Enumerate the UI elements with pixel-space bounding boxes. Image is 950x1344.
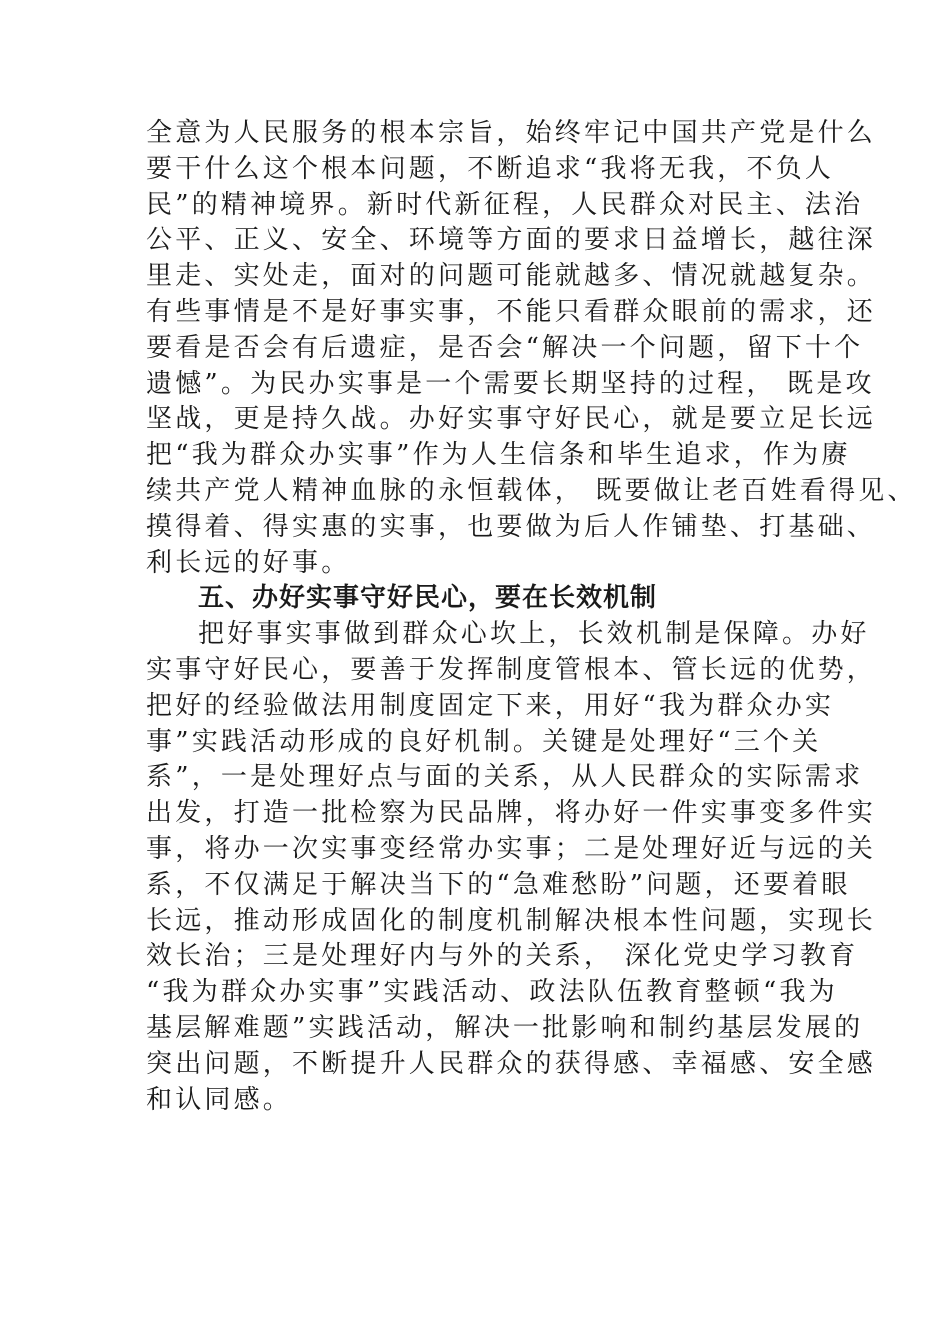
- text-line: 把好事实事做到群众心坎上，长效机制是保障。办好: [198, 619, 870, 650]
- text-line: 有些事情是不是好事实事，不能只看群众眼前的需求，还: [146, 296, 877, 327]
- text-line: 坚战，更是持久战。办好实事守好民心，就是要立足长远: [146, 404, 877, 435]
- text-line: 遗憾”。为民办实事是一个需要长期坚持的过程， 既是攻: [146, 368, 875, 399]
- text-line: 把好的经验做法用制度固定下来，用好“我为群众办实: [146, 690, 835, 721]
- text-line: 续共产党人精神血脉的永恒载体， 既要做让老百姓看得见、: [146, 475, 917, 506]
- text-line: 出发，打造一批检察为民品牌，将办好一件实事变多件实: [146, 798, 877, 829]
- text-line: 要干什么这个根本问题，不断追求“我将无我，不负人: [146, 153, 835, 184]
- document-page: [146, 116, 917, 1118]
- text-line: 基层解难题”实践活动，解决一批影响和制约基层发展的: [146, 1012, 864, 1043]
- paragraph-section-5: [146, 617, 877, 1118]
- text-line: 摸得着、得实惠的实事，也要做为后人作铺垫、打基础、: [146, 511, 877, 542]
- text-line: 实事守好民心，要善于发挥制度管根本、管长远的优势，: [146, 654, 877, 685]
- text-line: 民”的精神境界。新时代新征程，人民群众对民主、法治: [146, 189, 864, 220]
- text-line: 长远，推动形成固化的制度机制解决根本性问题，实现长: [146, 905, 877, 936]
- text-line: 公平、正义、安全、环境等方面的要求日益增长，越往深: [146, 225, 877, 256]
- text-line: 系”，一是处理好点与面的关系，从人民群众的实际需求: [146, 762, 864, 793]
- paragraph-continued: [146, 116, 917, 581]
- text-line: 和认同感。: [146, 1084, 293, 1115]
- text-line: 事”实践活动形成的良好机制。关键是处理好“三个关: [146, 726, 822, 757]
- text-line: 全意为人民服务的根本宗旨，始终牢记中国共产党是什么: [146, 118, 877, 148]
- text-line: 里走、实处走，面对的问题可能就越多、情况就越复杂。: [146, 261, 877, 292]
- text-line: 要看是否会有后遗症，是否会“解决一个问题，留下十个: [146, 332, 864, 363]
- section-heading: 五、办好实事守好民心，要在长效机制: [198, 583, 658, 614]
- text-line: 事，将办一次实事变经常办实事；二是处理好近与远的关: [146, 833, 877, 864]
- text-line: 突出问题，不断提升人民群众的获得感、幸福感、安全感: [146, 1048, 877, 1079]
- text-line: “我为群众办实事”实践活动、政法队伍教育整顿“我为: [146, 977, 838, 1008]
- text-line: 利长远的好事。: [146, 547, 351, 578]
- text-line: 把“我为群众办实事”作为人生信条和毕生追求，作为赓: [146, 440, 851, 471]
- text-line: 效长治；三是处理好内与外的关系， 深化党史学习教育: [146, 941, 859, 972]
- text-line: 系，不仅满足于解决当下的“急难愁盼”问题，还要着眼: [146, 869, 851, 900]
